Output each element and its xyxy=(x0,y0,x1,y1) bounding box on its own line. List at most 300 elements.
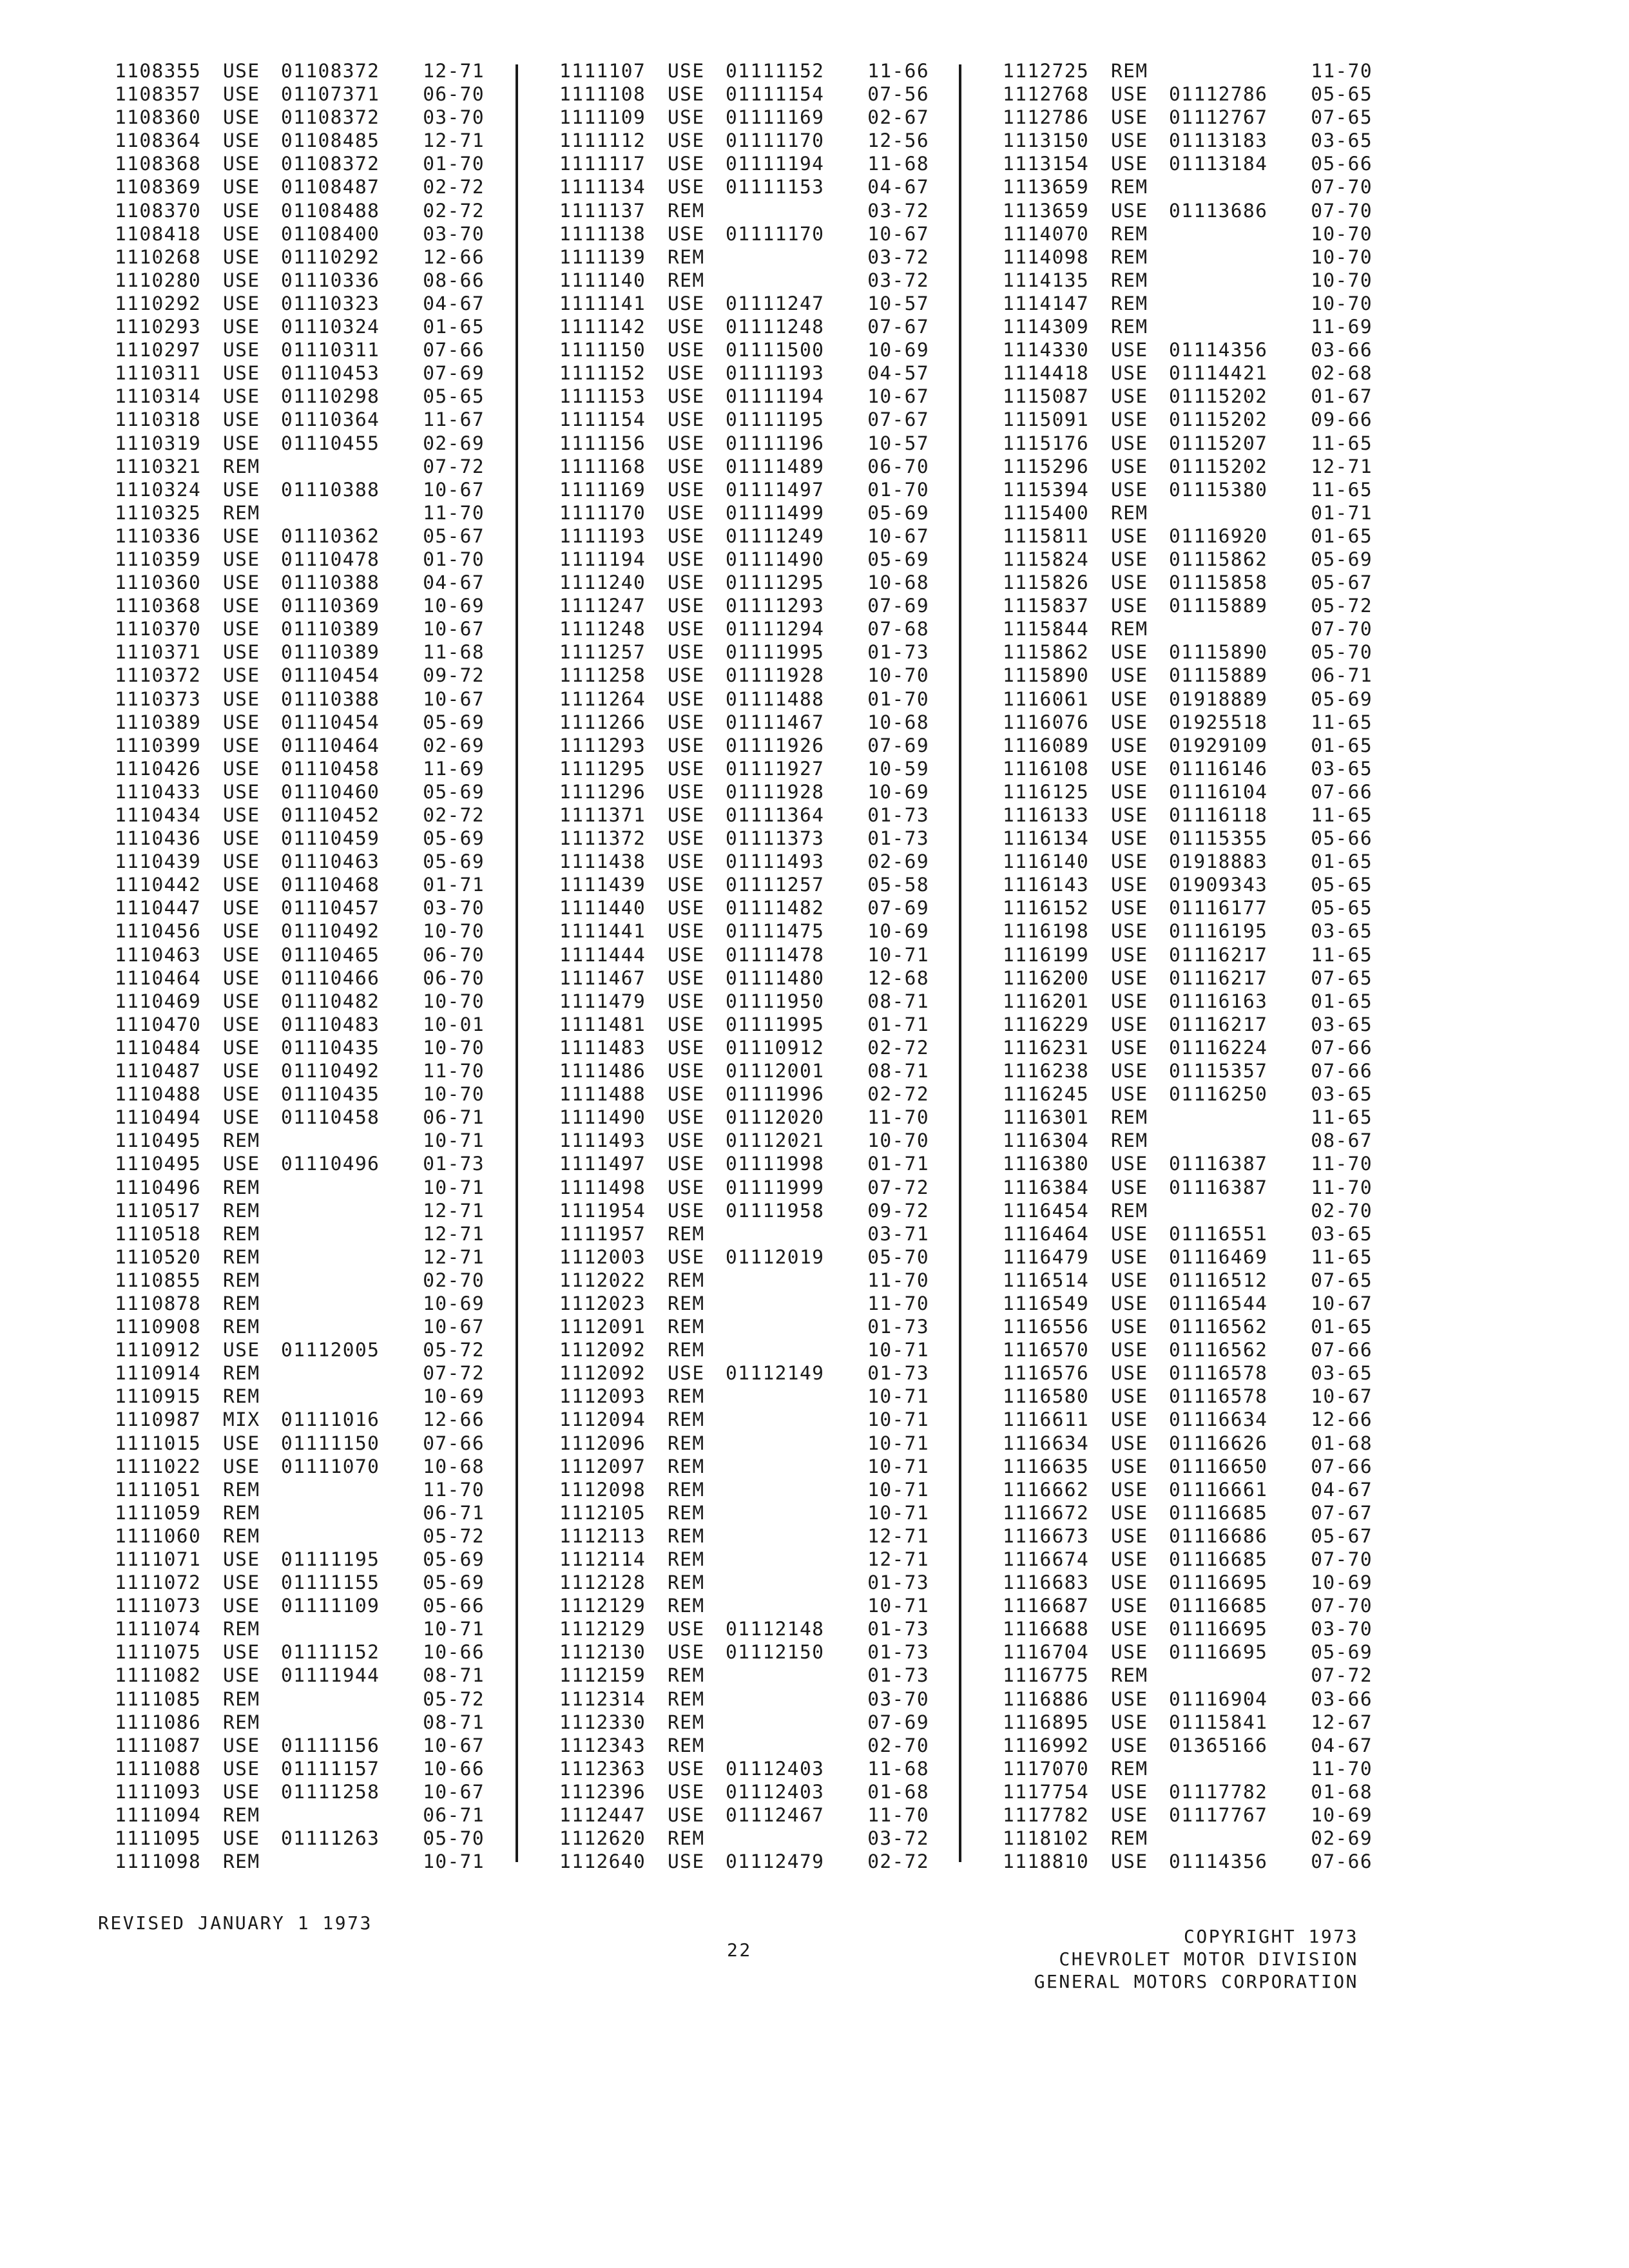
parts-entry-row xyxy=(559,361,959,385)
action-code: REM xyxy=(668,1501,705,1524)
action-code: USE xyxy=(668,1641,705,1664)
parts-entry-row xyxy=(115,1338,514,1361)
parts-entry-row xyxy=(559,385,959,408)
part-number: 1116061 xyxy=(1003,687,1090,710)
replacement-part-number: 01116578 xyxy=(1169,1385,1268,1408)
replacement-part-number: 01107371 xyxy=(281,83,380,106)
action-code: REM xyxy=(223,1222,260,1245)
part-number: 1111248 xyxy=(559,618,646,640)
action-code: REM xyxy=(668,1432,705,1454)
replacement-part-number: 01110324 xyxy=(281,316,380,338)
action-code: USE xyxy=(223,478,260,501)
replacement-part-number: 01111153 xyxy=(726,176,825,198)
effective-date: 08-71 xyxy=(423,1664,485,1687)
part-number: 1110915 xyxy=(115,1385,202,1408)
part-number: 1108360 xyxy=(115,106,202,129)
parts-entry-row xyxy=(559,1292,959,1315)
action-code: USE xyxy=(223,548,260,570)
action-code: USE xyxy=(1111,106,1148,129)
part-number: 1115087 xyxy=(1003,385,1090,408)
parts-entry-row xyxy=(115,222,514,245)
action-code: REM xyxy=(668,1222,705,1245)
parts-entry-row xyxy=(115,478,514,501)
replacement-part-number: 01111958 xyxy=(726,1199,825,1222)
effective-date: 03-65 xyxy=(1311,1013,1373,1035)
parts-entry-row xyxy=(1003,990,1402,1013)
parts-entry-row xyxy=(115,1315,514,1338)
effective-date: 10-71 xyxy=(867,1385,929,1408)
effective-date: 05-67 xyxy=(1311,1524,1373,1547)
parts-entry-row xyxy=(559,1152,959,1175)
parts-entry-row xyxy=(1003,1036,1402,1059)
effective-date: 07-66 xyxy=(1311,1339,1373,1361)
effective-date: 07-72 xyxy=(423,1362,485,1385)
part-number: 1110484 xyxy=(115,1036,202,1059)
effective-date: 10-59 xyxy=(867,757,929,780)
part-number: 1111479 xyxy=(559,990,646,1012)
action-code: USE xyxy=(223,618,260,640)
parts-entry-row xyxy=(559,1129,959,1152)
parts-entry-row xyxy=(1003,640,1402,664)
effective-date: 10-67 xyxy=(423,1316,485,1338)
parts-entry-row xyxy=(1003,524,1402,548)
parts-entry-row xyxy=(1003,1850,1402,1873)
action-code: USE xyxy=(1111,1316,1148,1338)
replacement-part-number: 01116104 xyxy=(1169,780,1268,803)
parts-entry-row xyxy=(1003,385,1402,408)
parts-entry-row xyxy=(1003,1571,1402,1594)
part-number: 1110518 xyxy=(115,1222,202,1245)
effective-date: 10-71 xyxy=(423,1618,485,1640)
replacement-part-number: 01113184 xyxy=(1169,153,1268,175)
part-number: 1111085 xyxy=(115,1687,202,1710)
action-code: USE xyxy=(668,734,705,756)
parts-entry-row xyxy=(559,1571,959,1594)
effective-date: 10-67 xyxy=(423,1780,485,1803)
effective-date: 01-65 xyxy=(423,316,485,338)
effective-date: 07-69 xyxy=(867,595,929,617)
action-code: USE xyxy=(668,1036,705,1059)
effective-date: 12-71 xyxy=(867,1548,929,1570)
part-number: 1116108 xyxy=(1003,757,1090,780)
effective-date: 02-70 xyxy=(423,1269,485,1291)
part-number: 1111467 xyxy=(559,966,646,989)
replacement-part-number: 01115862 xyxy=(1169,548,1268,570)
effective-date: 03-70 xyxy=(423,222,485,245)
copyright-line: COPYRIGHT 1973 xyxy=(1183,1926,1358,1947)
effective-date: 11-70 xyxy=(867,1292,929,1314)
parts-entry-row xyxy=(559,106,959,129)
parts-entry-row xyxy=(559,1455,959,1478)
part-number: 1112330 xyxy=(559,1711,646,1733)
parts-entry-row xyxy=(115,1106,514,1129)
replacement-part-number: 01116661 xyxy=(1169,1478,1268,1501)
effective-date: 05-69 xyxy=(1311,548,1373,570)
parts-entry-row xyxy=(559,1176,959,1199)
action-code: USE xyxy=(223,595,260,617)
part-number: 1110442 xyxy=(115,874,202,896)
replacement-part-number: 01909343 xyxy=(1169,874,1268,896)
action-code: USE xyxy=(668,1804,705,1827)
action-code: USE xyxy=(1111,1292,1148,1314)
action-code: USE xyxy=(668,897,705,919)
part-number: 1115837 xyxy=(1003,595,1090,617)
replacement-part-number: 01111928 xyxy=(726,780,825,803)
effective-date: 07-72 xyxy=(867,1176,929,1198)
part-number: 1116672 xyxy=(1003,1501,1090,1524)
replacement-part-number: 01115207 xyxy=(1169,432,1268,454)
replacement-part-number: 01110496 xyxy=(281,1153,380,1175)
effective-date: 11-68 xyxy=(867,153,929,175)
part-number: 1111141 xyxy=(559,292,646,314)
action-code: REM xyxy=(1111,176,1148,198)
action-code: USE xyxy=(668,478,705,501)
parts-entry-row xyxy=(559,850,959,873)
action-code: USE xyxy=(668,1850,705,1873)
part-number: 1118810 xyxy=(1003,1850,1090,1873)
part-number: 1112097 xyxy=(559,1455,646,1477)
effective-date: 10-71 xyxy=(423,1129,485,1152)
part-number: 1111109 xyxy=(559,106,646,129)
parts-entry-row xyxy=(1003,1640,1402,1664)
part-number: 1110336 xyxy=(115,524,202,547)
action-code: USE xyxy=(223,83,260,106)
action-code: USE xyxy=(1111,1850,1148,1873)
action-code: REM xyxy=(1111,222,1148,245)
effective-date: 04-67 xyxy=(423,572,485,594)
parts-entry-row xyxy=(1003,966,1402,990)
parts-entry-row xyxy=(559,455,959,478)
replacement-part-number: 01111995 xyxy=(726,641,825,664)
action-code: USE xyxy=(668,804,705,826)
parts-entry-row xyxy=(115,59,514,82)
part-number: 1111107 xyxy=(559,60,646,82)
replacement-part-number: 01116578 xyxy=(1169,1362,1268,1385)
effective-date: 08-71 xyxy=(867,1060,929,1082)
action-code: USE xyxy=(223,1571,260,1594)
effective-date: 05-69 xyxy=(867,548,929,570)
action-code: USE xyxy=(1111,1711,1148,1733)
action-code: REM xyxy=(668,269,705,291)
effective-date: 10-70 xyxy=(1311,222,1373,245)
effective-date: 03-70 xyxy=(423,106,485,129)
replacement-part-number: 01110457 xyxy=(281,897,380,919)
effective-date: 10-69 xyxy=(423,595,485,617)
part-number: 1110447 xyxy=(115,897,202,919)
replacement-part-number: 01116685 xyxy=(1169,1501,1268,1524)
effective-date: 10-71 xyxy=(867,1408,929,1431)
parts-entry-row xyxy=(115,1640,514,1664)
action-code: USE xyxy=(223,1013,260,1035)
effective-date: 03-72 xyxy=(867,245,929,268)
part-number: 1108368 xyxy=(115,153,202,175)
parts-entry-row xyxy=(1003,1013,1402,1036)
replacement-part-number: 01110458 xyxy=(281,1106,380,1129)
action-code: USE xyxy=(668,548,705,570)
action-code: USE xyxy=(1111,1687,1148,1710)
action-code: USE xyxy=(1111,432,1148,454)
parts-entry-row xyxy=(115,106,514,129)
replacement-part-number: 01115889 xyxy=(1169,595,1268,617)
replacement-part-number: 01111475 xyxy=(726,920,825,943)
action-code: USE xyxy=(1111,687,1148,710)
action-code: USE xyxy=(223,130,260,152)
action-code: USE xyxy=(668,920,705,943)
part-number: 1110324 xyxy=(115,478,202,501)
effective-date: 06-71 xyxy=(423,1106,485,1129)
part-number: 1113150 xyxy=(1003,130,1090,152)
part-number: 1112343 xyxy=(559,1734,646,1756)
action-code: USE xyxy=(223,1083,260,1106)
replacement-part-number: 01111482 xyxy=(726,897,825,919)
part-number: 1111266 xyxy=(559,711,646,733)
replacement-part-number: 01111295 xyxy=(726,572,825,594)
effective-date: 10-71 xyxy=(423,1850,485,1873)
part-number: 1111142 xyxy=(559,316,646,338)
replacement-part-number: 01110389 xyxy=(281,641,380,664)
action-code: USE xyxy=(223,687,260,710)
parts-entry-row xyxy=(1003,1338,1402,1361)
parts-entry-row xyxy=(1003,478,1402,501)
part-number: 1110434 xyxy=(115,804,202,826)
part-number: 1111497 xyxy=(559,1153,646,1175)
parts-entry-row xyxy=(559,943,959,966)
replacement-part-number: 01110465 xyxy=(281,943,380,966)
parts-entry-row xyxy=(1003,1176,1402,1199)
part-number: 1111240 xyxy=(559,572,646,594)
effective-date: 10-71 xyxy=(867,1339,929,1361)
part-number: 1111152 xyxy=(559,362,646,385)
effective-date: 10-68 xyxy=(423,1455,485,1477)
part-number: 1111170 xyxy=(559,501,646,524)
part-number: 1112105 xyxy=(559,1501,646,1524)
part-number: 1112096 xyxy=(559,1432,646,1454)
parts-entry-row xyxy=(1003,1803,1402,1827)
part-number: 1116570 xyxy=(1003,1339,1090,1361)
replacement-part-number: 01110460 xyxy=(281,780,380,803)
replacement-part-number: 01116469 xyxy=(1169,1245,1268,1268)
action-code: REM xyxy=(223,1245,260,1268)
replacement-part-number: 01110435 xyxy=(281,1036,380,1059)
effective-date: 11-68 xyxy=(867,1757,929,1780)
replacement-part-number: 01110466 xyxy=(281,966,380,989)
effective-date: 05-66 xyxy=(1311,827,1373,850)
action-code: USE xyxy=(1111,1595,1148,1617)
action-code: USE xyxy=(668,153,705,175)
parts-entry-row xyxy=(115,245,514,269)
replacement-part-number: 01111152 xyxy=(281,1641,380,1664)
effective-date: 09-72 xyxy=(423,664,485,687)
effective-date: 10-70 xyxy=(867,1129,929,1152)
action-code: USE xyxy=(668,1780,705,1803)
effective-date: 01-73 xyxy=(867,1664,929,1687)
replacement-part-number: 01110435 xyxy=(281,1083,380,1106)
replacement-part-number: 01111248 xyxy=(726,316,825,338)
part-number: 1112396 xyxy=(559,1780,646,1803)
replacement-part-number: 01110482 xyxy=(281,990,380,1012)
parts-entry-row xyxy=(115,1129,514,1152)
effective-date: 07-65 xyxy=(1311,1269,1373,1291)
part-number: 1110280 xyxy=(115,269,202,291)
part-number: 1112768 xyxy=(1003,83,1090,106)
parts-entry-row xyxy=(559,896,959,919)
part-number: 1112129 xyxy=(559,1595,646,1617)
parts-entry-row xyxy=(1003,1222,1402,1245)
parts-entry-row xyxy=(1003,222,1402,245)
replacement-part-number: 01115355 xyxy=(1169,827,1268,850)
parts-entry-row xyxy=(1003,338,1402,361)
part-number: 1116076 xyxy=(1003,711,1090,733)
replacement-part-number: 01116217 xyxy=(1169,1013,1268,1035)
effective-date: 03-71 xyxy=(867,1222,929,1245)
part-number: 1115862 xyxy=(1003,641,1090,664)
part-number: 1110436 xyxy=(115,827,202,850)
effective-date: 12-71 xyxy=(423,60,485,82)
replacement-part-number: 01111928 xyxy=(726,664,825,687)
action-code: USE xyxy=(668,385,705,408)
action-code: USE xyxy=(223,176,260,198)
action-code: USE xyxy=(1111,1408,1148,1431)
action-code: USE xyxy=(668,501,705,524)
part-number: 1111957 xyxy=(559,1222,646,1245)
action-code: USE xyxy=(223,524,260,547)
parts-entry-row xyxy=(559,1338,959,1361)
effective-date: 10-70 xyxy=(423,1083,485,1106)
part-number: 1115844 xyxy=(1003,618,1090,640)
action-code: USE xyxy=(1111,478,1148,501)
replacement-part-number: 01115380 xyxy=(1169,478,1268,501)
effective-date: 07-67 xyxy=(867,408,929,431)
action-code: USE xyxy=(668,1618,705,1640)
part-number: 1110987 xyxy=(115,1408,202,1431)
replacement-part-number: 01108487 xyxy=(281,176,380,198)
parts-entry-row xyxy=(1003,850,1402,873)
effective-date: 05-72 xyxy=(423,1524,485,1547)
replacement-part-number: 01111998 xyxy=(726,1153,825,1175)
effective-date: 02-72 xyxy=(867,1036,929,1059)
action-code: USE xyxy=(668,408,705,431)
parts-entry-row xyxy=(559,780,959,803)
action-code: USE xyxy=(668,1245,705,1268)
replacement-part-number: 01116634 xyxy=(1169,1408,1268,1431)
effective-date: 02-68 xyxy=(1311,362,1373,385)
part-number: 1111140 xyxy=(559,269,646,291)
effective-date: 05-58 xyxy=(867,874,929,896)
copyright-notice xyxy=(1034,1925,1358,1993)
part-number: 1111082 xyxy=(115,1664,202,1687)
parts-entry-row xyxy=(1003,1548,1402,1571)
part-number: 1111296 xyxy=(559,780,646,803)
part-number: 1116143 xyxy=(1003,874,1090,896)
effective-date: 07-65 xyxy=(1311,966,1373,989)
replacement-part-number: 01116387 xyxy=(1169,1153,1268,1175)
part-number: 1112129 xyxy=(559,1618,646,1640)
parts-entry-row xyxy=(1003,501,1402,524)
part-number: 1116133 xyxy=(1003,804,1090,826)
action-code: REM xyxy=(668,1524,705,1547)
part-number: 1110370 xyxy=(115,618,202,640)
parts-entry-row xyxy=(1003,408,1402,431)
part-number: 1117754 xyxy=(1003,1780,1090,1803)
action-code: USE xyxy=(668,757,705,780)
part-number: 1110463 xyxy=(115,943,202,966)
action-code: USE xyxy=(1111,757,1148,780)
replacement-part-number: 01111169 xyxy=(726,106,825,129)
replacement-part-number: 01115357 xyxy=(1169,1060,1268,1082)
part-number: 1116514 xyxy=(1003,1269,1090,1291)
action-code: REM xyxy=(223,1129,260,1152)
parts-entry-row xyxy=(115,1245,514,1269)
part-number: 1111108 xyxy=(559,83,646,106)
replacement-part-number: 01116920 xyxy=(1169,524,1268,547)
replacement-part-number: 01110336 xyxy=(281,269,380,291)
part-number: 1116683 xyxy=(1003,1571,1090,1594)
action-code: USE xyxy=(223,385,260,408)
replacement-part-number: 01113686 xyxy=(1169,199,1268,222)
replacement-part-number: 01115202 xyxy=(1169,385,1268,408)
parts-entry-row xyxy=(115,1013,514,1036)
action-code: USE xyxy=(668,1060,705,1082)
replacement-part-number: 01111467 xyxy=(726,711,825,733)
effective-date: 11-65 xyxy=(1311,711,1373,733)
replacement-part-number: 01111247 xyxy=(726,292,825,314)
action-code: USE xyxy=(1111,897,1148,919)
replacement-part-number: 01110452 xyxy=(281,804,380,826)
replacement-part-number: 01110492 xyxy=(281,920,380,943)
parts-entry-row xyxy=(115,292,514,315)
replacement-part-number: 01108372 xyxy=(281,60,380,82)
action-code: USE xyxy=(1111,1571,1148,1594)
action-code: USE xyxy=(668,943,705,966)
part-number: 1116775 xyxy=(1003,1664,1090,1687)
effective-date: 07-70 xyxy=(1311,1595,1373,1617)
part-number: 1110292 xyxy=(115,292,202,314)
part-number: 1116304 xyxy=(1003,1129,1090,1152)
effective-date: 11-68 xyxy=(423,641,485,664)
effective-date: 07-66 xyxy=(1311,780,1373,803)
replacement-part-number: 01116626 xyxy=(1169,1432,1268,1454)
replacement-part-number: 01110459 xyxy=(281,827,380,850)
part-number: 1114309 xyxy=(1003,316,1090,338)
effective-date: 06-70 xyxy=(423,966,485,989)
part-number: 1111093 xyxy=(115,1780,202,1803)
effective-date: 10-67 xyxy=(867,222,929,245)
action-code: USE xyxy=(1111,664,1148,687)
action-code: USE xyxy=(668,1757,705,1780)
effective-date: 11-70 xyxy=(1311,1153,1373,1175)
part-number: 1112094 xyxy=(559,1408,646,1431)
part-number: 1114098 xyxy=(1003,245,1090,268)
part-number: 1116238 xyxy=(1003,1060,1090,1082)
part-number: 1112003 xyxy=(559,1245,646,1268)
parts-entry-row xyxy=(115,1687,514,1711)
replacement-part-number: 01110455 xyxy=(281,432,380,454)
part-number: 1111295 xyxy=(559,757,646,780)
effective-date: 06-71 xyxy=(423,1501,485,1524)
part-number: 1108357 xyxy=(115,83,202,106)
part-number: 1112114 xyxy=(559,1548,646,1570)
action-code: REM xyxy=(223,1385,260,1408)
part-number: 1111088 xyxy=(115,1757,202,1780)
parts-entry-row xyxy=(115,1827,514,1850)
effective-date: 05-69 xyxy=(423,1548,485,1570)
effective-date: 04-67 xyxy=(1311,1478,1373,1501)
replacement-part-number: 01110492 xyxy=(281,1060,380,1082)
parts-entry-row xyxy=(115,1455,514,1478)
action-code: USE xyxy=(223,897,260,919)
action-code: USE xyxy=(668,687,705,710)
part-number: 1116549 xyxy=(1003,1292,1090,1314)
